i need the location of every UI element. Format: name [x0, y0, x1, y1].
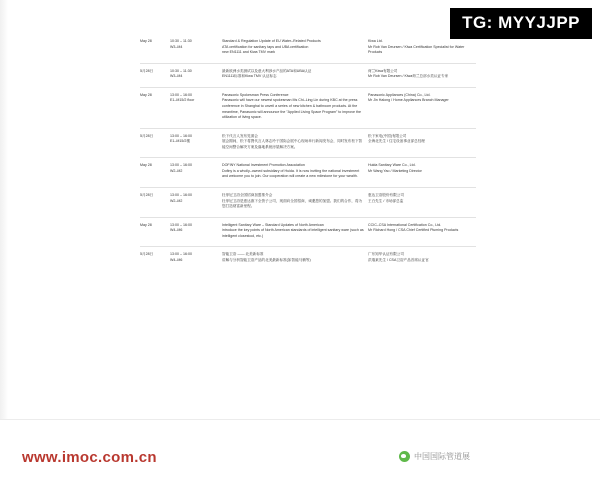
cell-room-value: E1–M15/2 floor	[170, 98, 195, 103]
cell-topic-sub: Panasonic will have our newest spokesman Ms Chi–Ling Lin during KBC at the press conference in Shanghai to unveil a series of new kitchen & bathroom products. At the meantime, Panasonic will announce the "Applied Living Space Program" to improve the utilization of living space.	[222, 98, 361, 120]
cell-topic-sub: 杜菲尼卫浴是惠达旗下全资子公司，现面向全国招商，诚邀您的加盟。我们的合作，将为您打造财富新里程。	[222, 198, 363, 209]
cell-speaker-org: CCIC–CSA International Certification Co., Ltd.	[368, 222, 442, 227]
cell-topic-sub: 展会期间，松下将携代言人林志玲于国际会展中心现场举行新闻发布会，同时发布松下智能空间整合解决方案及落地系统房屋解决方案。	[222, 139, 363, 149]
cell-speaker-person: Mr Richard Hong / CSA Chief Certified Pluming Products	[368, 228, 459, 233]
cell-topic	[222, 247, 368, 271]
cell-time	[170, 247, 222, 271]
cell-time-value: 13:00 – 16:00	[170, 222, 192, 227]
cell-time	[170, 87, 222, 128]
cell-room-value: W3–M4	[170, 74, 183, 79]
table-row	[140, 188, 476, 218]
site-url[interactable]: www.imoc.com.cn	[22, 449, 157, 466]
cell-speaker-person: Mr Rob Van Deursen / Kiwa Certification Specialist for Water Products	[368, 44, 465, 55]
cell-time	[170, 63, 222, 87]
cell-time	[170, 217, 222, 247]
footer-bar	[0, 419, 600, 480]
cell-speaker	[368, 188, 476, 218]
cell-topic	[222, 63, 368, 87]
cell-date: 5月28日	[140, 252, 154, 257]
cell-time	[170, 158, 222, 188]
cell-time-value: 13:00 – 16:00	[170, 193, 192, 197]
cell-topic-title: DOFINY National Investment Promotion Association	[222, 163, 305, 168]
cell-time-value: 10:30 – 11:30	[170, 68, 192, 73]
table-row	[140, 247, 476, 271]
cell-room-value: W2–M2	[170, 198, 183, 203]
table-row	[140, 87, 476, 128]
cell-speaker	[368, 63, 476, 87]
cell-topic-title: 最新欧洲水类测试以及意大利涉水产品的ATA和UBA认证	[222, 68, 312, 73]
cell-topic-title: 杜菲尼卫浴全国招商加盟推介会	[222, 193, 273, 197]
cell-time-value: 13:00 – 16:00	[170, 252, 192, 257]
cell-date: 5月28日	[140, 128, 170, 158]
cell-time	[170, 188, 222, 218]
cell-date: May 28	[140, 87, 170, 128]
cell-date: May 28	[140, 158, 170, 188]
cell-speaker-org: 松下家电(中国)有限公司	[368, 133, 407, 138]
cell-speaker-org: Huida Sanitary Ware Co., Ltd.	[368, 163, 416, 168]
cell-topic-sub2: new EN1111 and Kiwa TMV mark	[222, 50, 276, 55]
cell-topic-sub: introduce the key points of North American standards of intelligent sanitary ware (such as intelligent closestool, etc.)	[222, 228, 364, 238]
cell-room-value: E1–M15/2楼	[170, 139, 190, 144]
wechat-label: 中国国际管道展	[414, 452, 470, 461]
cell-date: 5月28日	[140, 63, 170, 87]
cell-time-value: 13:00 – 16:00	[170, 163, 192, 168]
cell-time	[170, 128, 222, 158]
cell-speaker-org: Kiwa Ltd.	[368, 39, 383, 43]
cell-date: May 28	[140, 217, 170, 247]
cell-topic-sub: EN1111标准和Kiwa TMV 认证标志	[222, 74, 277, 79]
cell-date: May 28	[140, 34, 170, 63]
cell-topic	[222, 217, 368, 247]
cell-speaker-org: 惠达卫浴股份有限公司	[368, 193, 404, 197]
cell-speaker-person: 全海北先生 / 住宅设备事业部总经理	[368, 139, 425, 144]
cell-speaker-person: 王白先生 / 市场部总监	[368, 198, 404, 203]
cell-speaker-person: 洪瑞莱先生 / CSA卫浴产品首席认证官	[368, 257, 429, 262]
cell-speaker	[368, 34, 476, 63]
cell-room-value: W2–M2	[170, 168, 183, 173]
cell-topic-title: 松下代言人发布见面会	[222, 133, 258, 138]
cell-time-value: 13:00 – 16:00	[170, 92, 192, 97]
cell-speaker-person: Mr Wang Yao / Marketing Director	[368, 168, 422, 173]
cell-speaker-org: 荷兰Kiwa有限公司	[368, 68, 398, 73]
schedule-table-body	[140, 34, 476, 271]
cell-speaker	[368, 158, 476, 188]
cell-topic	[222, 158, 368, 188]
cell-topic-sub: ATA certification for sanitary taps and UBA certification	[222, 44, 309, 49]
cell-date: 5月28日	[140, 188, 170, 218]
table-row	[140, 34, 476, 63]
cell-topic	[222, 188, 368, 218]
cell-speaker-person: Mr Rob Van Deursen / Kiwa荷兰总部水类认证专家	[368, 74, 449, 79]
cell-topic-title: Panasonic Spokesman Press Conference	[222, 92, 289, 97]
cell-topic	[222, 128, 368, 158]
cell-speaker	[368, 247, 476, 271]
table-row	[140, 158, 476, 188]
watermark-badge: TG: MYYJJPP	[450, 8, 592, 39]
cell-speaker	[368, 217, 476, 247]
cell-speaker-org: 广东知华认证有限公司	[368, 252, 404, 257]
cell-topic	[222, 87, 368, 128]
cell-speaker-org: Panasonic Appliances (China) Co., Ltd.	[368, 92, 431, 97]
table-row	[140, 63, 476, 87]
cell-speaker	[368, 128, 476, 158]
cell-topic	[222, 34, 368, 63]
cell-topic-title: Standard & Regulation Update of EU Water–Related Products	[222, 39, 321, 43]
cell-room-value: W4–M6	[170, 257, 183, 262]
cell-speaker-person: Mr Jin Halong / Home Appliances Branch Manager	[368, 98, 449, 103]
cell-room-value: W3–M4	[170, 44, 183, 49]
cell-topic-title: Intelligent Sanitary Ware – Standard Updates of North American	[222, 222, 324, 227]
cell-topic-sub: Dofiny is a wholly–owned subsidiary of Huida. It is now inviting the national investment and welcome you to join. Our cooperation will create a new milestone for your wealth.	[222, 168, 360, 179]
wechat-credit	[399, 451, 470, 462]
schedule-sheet	[140, 34, 470, 271]
page-left-shadow	[0, 0, 8, 480]
table-row	[140, 128, 476, 158]
cell-time	[170, 34, 222, 63]
cell-topic-title: 智能卫浴 —— 北美新标准	[222, 252, 264, 257]
schedule-table	[140, 34, 476, 271]
cell-speaker	[368, 87, 476, 128]
cell-time-value: 10:30 – 11:30	[170, 39, 192, 43]
cell-time-value: 13:00 – 16:00	[170, 133, 192, 138]
table-row	[140, 217, 476, 247]
cell-room-value: W4–M6	[170, 228, 183, 233]
wechat-icon	[399, 451, 410, 462]
cell-topic-sub: 讲解与分析智能卫浴产品的北美最新标准(如智能马桶等)	[222, 257, 311, 262]
